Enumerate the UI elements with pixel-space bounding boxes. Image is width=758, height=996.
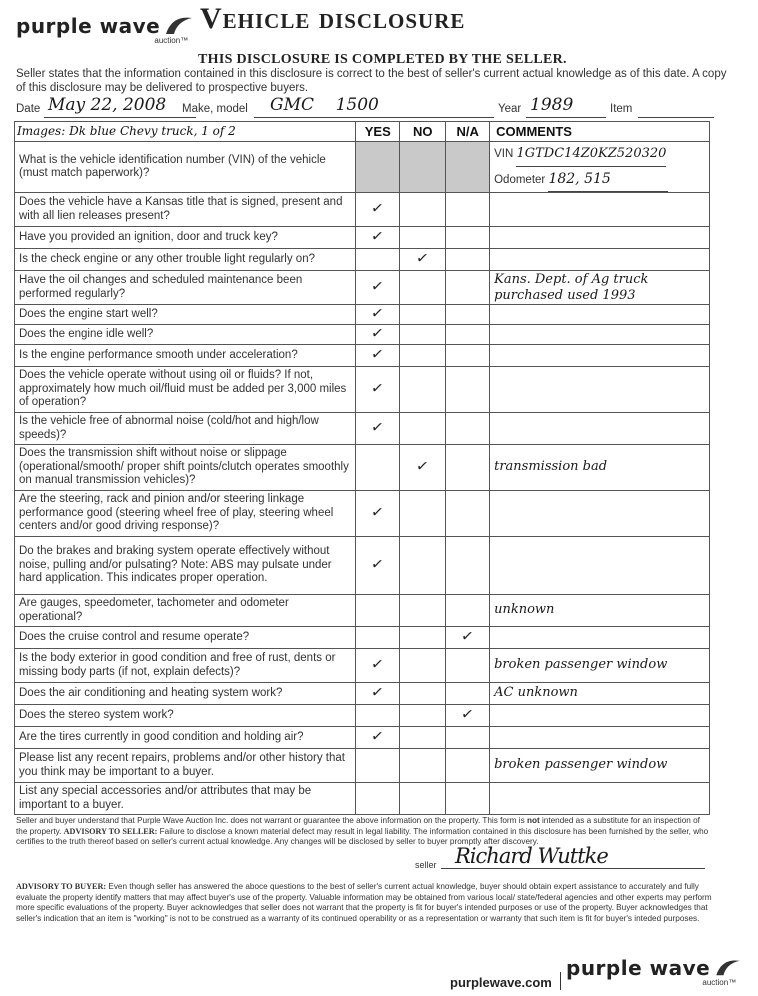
purple-wave-logo — [16, 14, 194, 45]
seller-disclaimer: Seller and buyer understand that Purple Wave Auction Inc. does not warrant or guarantee the above information on the property. This form is not intended as a substitute for an inspection of the property. ADVISORY TO SELLER: Failure to disclose a known material defect may result in legal liability. The information contained in this disclosure has been furnished by the seller, who certifies to the truth thereof based on seller's current actual knowledge. Any changes will be disclosed by seller to buyer promptly after discovery. — [16, 816, 709, 846]
checkmark-icon: ✓ — [370, 416, 386, 437]
table-row — [15, 537, 710, 595]
answer-na-cell[interactable] — [446, 727, 490, 749]
disclosure-table — [14, 121, 710, 815]
date-value[interactable]: May 22, 2008 — [48, 95, 167, 115]
checkmark-icon: ✓ — [370, 275, 386, 296]
make-label: Make, model — [182, 103, 248, 115]
answer-na-cell[interactable] — [446, 683, 490, 705]
answer-na-cell[interactable] — [446, 627, 490, 649]
images-note: Images: Dk blue Chevy truck, 1 of 2 — [15, 122, 356, 142]
answer-no-cell — [400, 142, 446, 193]
answer-no-cell[interactable] — [400, 345, 446, 367]
purple-wave-logo-footer — [566, 956, 742, 987]
comment-cell[interactable] — [490, 142, 710, 193]
footer-url[interactable]: purplewave.com — [450, 975, 552, 990]
comment-cell[interactable] — [490, 627, 710, 649]
checkmark-icon: ✓ — [460, 625, 476, 646]
answer-na-cell[interactable] — [446, 783, 490, 815]
comment-text: broken passenger window — [494, 657, 668, 673]
answer-no-cell[interactable] — [400, 749, 446, 783]
checkmark-icon: ✓ — [370, 302, 386, 323]
answer-yes-cell[interactable] — [356, 537, 400, 595]
comment-cell[interactable] — [490, 649, 710, 683]
date-label: Date — [16, 103, 41, 115]
table-row — [15, 271, 710, 305]
answer-na-cell[interactable] — [446, 491, 490, 537]
table-row — [15, 325, 710, 345]
seller-signature[interactable]: Richard Wuttke — [455, 844, 608, 868]
answer-no-cell[interactable] — [400, 705, 446, 727]
answer-yes-cell[interactable] — [356, 727, 400, 749]
answer-na-cell[interactable] — [446, 705, 490, 727]
answer-na-cell[interactable] — [446, 367, 490, 413]
answer-na-cell[interactable] — [446, 305, 490, 325]
answer-no-cell[interactable] — [400, 627, 446, 649]
comment-cell[interactable] — [490, 227, 710, 249]
answer-na-cell[interactable] — [446, 325, 490, 345]
comment-cell[interactable] — [490, 727, 710, 749]
question-text: Does the air conditioning and heating system work? — [15, 683, 356, 705]
checkmark-icon: ✓ — [370, 343, 386, 364]
answer-yes-cell[interactable] — [356, 783, 400, 815]
answer-no-cell[interactable] — [400, 367, 446, 413]
comment-cell[interactable] — [490, 413, 710, 445]
comment-cell[interactable] — [490, 249, 710, 271]
answer-yes-cell[interactable] — [356, 345, 400, 367]
answer-yes-cell[interactable] — [356, 227, 400, 249]
answer-na-cell[interactable] — [446, 749, 490, 783]
question-text: Is the engine performance smooth under acceleration? — [15, 345, 356, 367]
answer-na-cell[interactable] — [446, 537, 490, 595]
comment-cell[interactable] — [490, 683, 710, 705]
answer-yes-cell[interactable] — [356, 445, 400, 491]
answer-no-cell[interactable] — [400, 249, 446, 271]
table-row — [15, 683, 710, 705]
checkmark-icon: ✓ — [415, 455, 431, 476]
answer-no-cell[interactable] — [400, 649, 446, 683]
question-text: Does the engine idle well? — [15, 325, 356, 345]
answer-na-cell[interactable] — [446, 249, 490, 271]
col-comments: COMMENTS — [490, 122, 710, 142]
answer-no-cell[interactable] — [400, 783, 446, 815]
logo-sub: auction™ — [154, 36, 189, 45]
comment-cell[interactable] — [490, 193, 710, 227]
table-row — [15, 727, 710, 749]
answer-yes-cell[interactable] — [356, 705, 400, 727]
table-row — [15, 345, 710, 367]
year-label: Year — [498, 103, 522, 115]
comment-text: transmission bad — [494, 459, 608, 475]
table-row — [15, 491, 710, 537]
item-label: Item — [610, 103, 633, 115]
advisory-to-buyer: ADVISORY TO BUYER: Even though seller has answered the aboce questions to the best of seller's current actual knowledge, buyer should obtain expert assistance to accurately and fully evaluate the property identify matters that may affect buyer's use of the property. Valuable information may be obtained from various local/ state/federal agencies and other experts may perform more specific evaluations of the property. Buyer acknowledges that seller does not warrant that the property is fit for buyer's intended purposes or use of the property. Buyer acknowledges that seller's indication that an item is "working" is not to be construed as a warranty of its continued operability or as a representation or warranty that such item is fit for buyer's inteded purposes. — [16, 882, 712, 923]
checkmark-icon: ✓ — [370, 322, 386, 343]
table-header-row — [15, 122, 710, 142]
col-na: N/A — [446, 122, 490, 142]
answer-yes-cell[interactable] — [356, 749, 400, 783]
answer-yes-cell[interactable] — [356, 413, 400, 445]
logo-sub-footer: auction™ — [702, 978, 737, 987]
checkmark-icon: ✓ — [460, 703, 476, 724]
checkmark-icon: ✓ — [370, 681, 386, 702]
question-text: What is the vehicle identification number (VIN) of the vehicle (must match paperwork)? — [15, 142, 356, 193]
table-row — [15, 705, 710, 727]
intro-text: Seller states that the information contained in this disclosure is correct to the best of seller's current actual knowledge as of this date. A copy of this disclosure may be delivered to prospective buyers. — [16, 68, 727, 94]
answer-yes-cell[interactable] — [356, 271, 400, 305]
seller-label: seller — [415, 860, 437, 870]
comment-cell[interactable] — [490, 367, 710, 413]
question-text: Please list any recent repairs, problems and/or other history that you think may be important to a buyer. — [15, 749, 356, 783]
page-subtitle: THIS DISCLOSURE IS COMPLETED BY THE SELLER. — [198, 52, 567, 67]
question-text: Does the engine start well? — [15, 305, 356, 325]
odometer-value[interactable]: 182, 515 — [548, 167, 668, 192]
vin-value[interactable]: 1GTDC14Z0KZ520320 — [516, 142, 666, 167]
answer-no-cell[interactable] — [400, 727, 446, 749]
comment-text: Kans. Dept. of Ag truck purchased used 1993 — [494, 271, 649, 303]
answer-yes-cell — [356, 142, 400, 193]
answer-yes-cell[interactable] — [356, 193, 400, 227]
checkmark-icon: ✓ — [370, 225, 386, 246]
checkmark-icon: ✓ — [370, 501, 386, 522]
comment-text: AC unknown — [494, 685, 578, 701]
answer-yes-cell[interactable] — [356, 249, 400, 271]
answer-yes-cell[interactable] — [356, 322, 400, 345]
table-row — [15, 305, 710, 325]
answer-na-cell[interactable] — [446, 595, 490, 627]
question-text: List any special accessories and/or attributes that may be important to a buyer. — [15, 783, 356, 815]
question-text: Does the stereo system work? — [15, 705, 356, 727]
table-row — [15, 627, 710, 649]
question-text: Are gauges, speedometer, tachometer and odometer operational? — [15, 595, 356, 627]
answer-no-cell[interactable] — [400, 193, 446, 227]
comment-cell[interactable] — [490, 271, 710, 305]
answer-yes-cell[interactable] — [356, 627, 400, 649]
comment-cell[interactable] — [490, 491, 710, 537]
answer-na-cell[interactable] — [446, 193, 490, 227]
question-text: Does the vehicle have a Kansas title that is signed, present and with all lien releases present? — [15, 193, 356, 227]
comment-cell[interactable] — [490, 595, 710, 627]
answer-na-cell[interactable] — [446, 271, 490, 305]
answer-no-cell[interactable] — [400, 227, 446, 249]
answer-yes-cell[interactable] — [356, 683, 400, 705]
checkmark-icon: ✓ — [415, 247, 431, 268]
comment-cell[interactable] — [490, 783, 710, 815]
answer-no-cell[interactable] — [400, 491, 446, 537]
table-row — [15, 249, 710, 271]
comment-cell[interactable] — [490, 749, 710, 783]
table-row — [15, 649, 710, 683]
answer-yes-cell[interactable] — [356, 595, 400, 627]
question-text: Do the brakes and braking system operate effectively without noise, pulling and/or pulsating? Note: ABS may pulsate under hard application. This indicates proper operation. — [15, 537, 356, 595]
answer-no-cell[interactable] — [400, 683, 446, 705]
answer-no-cell[interactable] — [400, 305, 446, 325]
table-row — [15, 783, 710, 815]
comment-text: unknown — [494, 602, 555, 618]
col-yes: YES — [356, 122, 400, 142]
question-text: Are the tires currently in good condition and holding air? — [15, 727, 356, 749]
answer-no-cell[interactable] — [400, 271, 446, 305]
answer-no-cell[interactable] — [400, 595, 446, 627]
make-value[interactable]: GMC 1500 — [270, 95, 379, 115]
answer-na-cell — [446, 142, 490, 193]
meta-line — [16, 95, 728, 121]
comment-cell[interactable] — [490, 325, 710, 345]
comment-cell[interactable] — [490, 345, 710, 367]
logo-wordmark-footer: purple wave — [566, 956, 711, 980]
checkmark-icon: ✓ — [370, 725, 386, 746]
question-text: Does the transmission shift without noise or slippage (operational/smooth/ proper shift points/clutch operates smoothly on manual transmission vehicles)? — [15, 445, 356, 491]
question-text: Does the vehicle operate without using oil or fluids? If not, approximately how much oil/fluid must be added per 3,000 miles of operation? — [15, 367, 356, 413]
question-text: Does the cruise control and resume operate? — [15, 627, 356, 649]
comment-cell[interactable] — [490, 305, 710, 325]
checkmark-icon: ✓ — [370, 377, 386, 398]
table-row — [15, 749, 710, 783]
table-row — [15, 413, 710, 445]
table-row — [15, 445, 710, 491]
question-text: Is the vehicle free of abnormal noise (cold/hot and high/low speeds)? — [15, 413, 356, 445]
table-row — [15, 367, 710, 413]
answer-no-cell[interactable] — [400, 325, 446, 345]
comment-cell[interactable] — [490, 537, 710, 595]
logo-wordmark: purple wave — [16, 14, 161, 38]
answer-na-cell[interactable] — [446, 445, 490, 491]
table-row — [15, 595, 710, 627]
page-title: Vehicle disclosure — [200, 2, 466, 35]
answer-no-cell[interactable] — [400, 537, 446, 595]
table-row — [15, 142, 710, 193]
answer-na-cell[interactable] — [446, 345, 490, 367]
table-row — [15, 193, 710, 227]
vin-label: VIN — [494, 148, 514, 160]
question-text: Is the body exterior in good condition and free of rust, dents or missing body parts (if not, explain defects)? — [15, 649, 356, 683]
answer-yes-cell[interactable] — [356, 649, 400, 683]
answer-yes-cell[interactable] — [356, 367, 400, 413]
answer-na-cell[interactable] — [446, 413, 490, 445]
seller-signature-line — [415, 846, 705, 874]
answer-yes-cell[interactable] — [356, 491, 400, 537]
comment-cell[interactable] — [490, 705, 710, 727]
checkmark-icon: ✓ — [370, 553, 386, 574]
comment-text: broken passenger window — [494, 757, 668, 773]
answer-no-cell[interactable] — [400, 445, 446, 491]
answer-na-cell[interactable] — [446, 649, 490, 683]
question-text: Is the check engine or any other trouble light regularly on? — [15, 249, 356, 271]
table-row — [15, 227, 710, 249]
question-text: Have the oil changes and scheduled maintenance been performed regularly? — [15, 271, 356, 305]
answer-yes-cell[interactable] — [356, 302, 400, 325]
wave-icon — [714, 959, 742, 977]
odometer-label: Odometer — [494, 174, 546, 186]
answer-no-cell[interactable] — [400, 413, 446, 445]
col-no: NO — [400, 122, 446, 142]
checkmark-icon: ✓ — [370, 653, 386, 674]
question-text: Have you provided an ignition, door and truck key? — [15, 227, 356, 249]
year-value[interactable]: 1989 — [530, 95, 574, 115]
comment-cell[interactable] — [490, 445, 710, 491]
answer-na-cell[interactable] — [446, 227, 490, 249]
wave-icon — [164, 16, 194, 36]
checkmark-icon: ✓ — [370, 197, 386, 218]
question-text: Are the steering, rack and pinion and/or steering linkage performance good (steering wheel free of play, steering wheel centers and/or good driving response)? — [15, 491, 356, 537]
